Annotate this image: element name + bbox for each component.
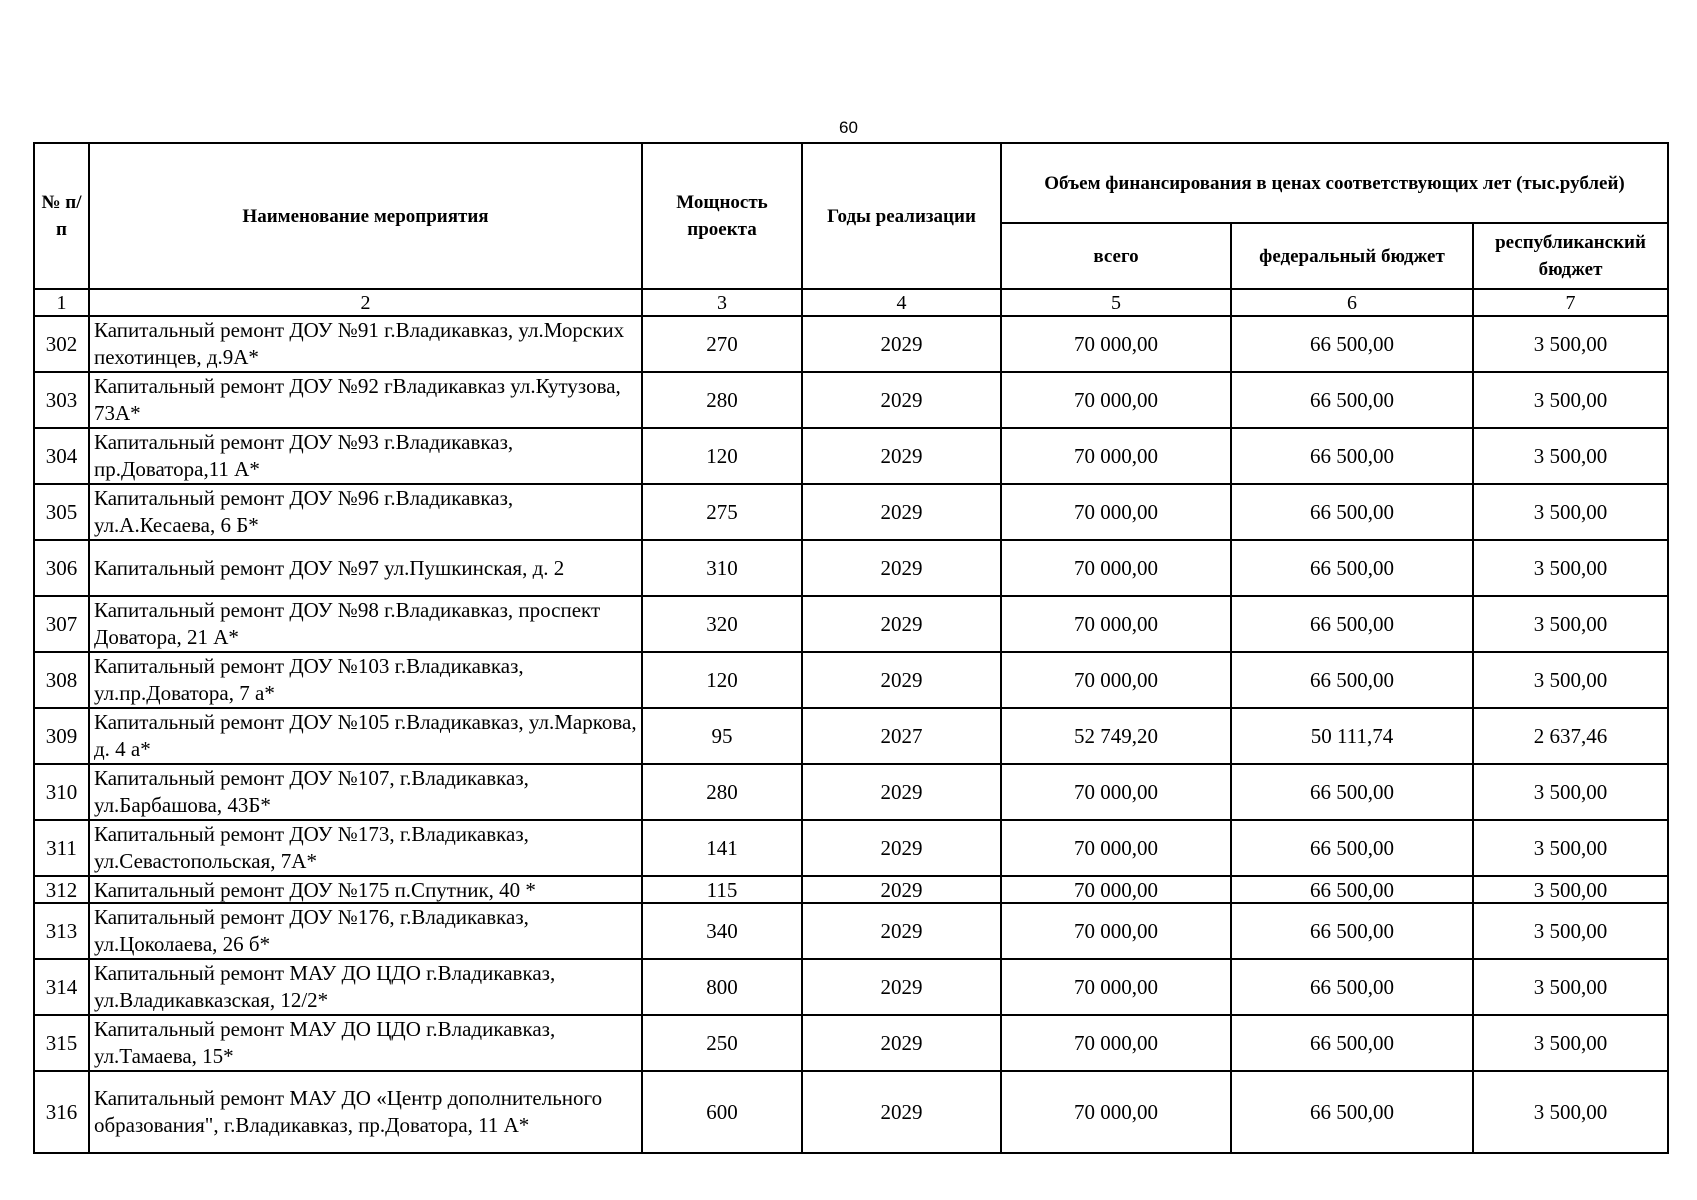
header-republic: республиканский бюджет: [1473, 223, 1668, 289]
column-number: 4: [802, 289, 1001, 316]
federal-budget-cell: 66 500,00: [1231, 764, 1473, 820]
capacity-cell: 340: [642, 903, 802, 959]
year-cell: 2029: [802, 596, 1001, 652]
year-cell: 2027: [802, 708, 1001, 764]
federal-budget-cell: 66 500,00: [1231, 596, 1473, 652]
header-years: Годы реализации: [802, 143, 1001, 289]
year-cell: 2029: [802, 764, 1001, 820]
year-cell: 2029: [802, 652, 1001, 708]
measure-name: Капитальный ремонт ДОУ №105 г.Владикавказ, ул.Маркова, д. 4 а*: [89, 708, 642, 764]
capacity-cell: 280: [642, 764, 802, 820]
federal-budget-cell: 66 500,00: [1231, 903, 1473, 959]
federal-budget-cell: 50 111,74: [1231, 708, 1473, 764]
capacity-cell: 800: [642, 959, 802, 1015]
column-number: 7: [1473, 289, 1668, 316]
republic-budget-cell: 2 637,46: [1473, 708, 1668, 764]
table-row: [34, 372, 1668, 428]
republic-budget-cell: 3 500,00: [1473, 484, 1668, 540]
table-body: [34, 316, 1668, 1153]
row-number: 314: [34, 959, 89, 1015]
year-cell: 2029: [802, 1015, 1001, 1071]
row-number: 313: [34, 903, 89, 959]
capacity-cell: 95: [642, 708, 802, 764]
federal-budget-cell: 66 500,00: [1231, 372, 1473, 428]
capacity-cell: 320: [642, 596, 802, 652]
row-number: 306: [34, 540, 89, 596]
measure-name: Капитальный ремонт МАУ ДО ЦДО г.Владикавказ, ул.Владикавказская, 12/2*: [89, 959, 642, 1015]
header-row: [34, 143, 1668, 223]
total-cell: 70 000,00: [1001, 484, 1231, 540]
federal-budget-cell: 66 500,00: [1231, 652, 1473, 708]
federal-budget-cell: 66 500,00: [1231, 959, 1473, 1015]
row-number: 309: [34, 708, 89, 764]
federal-budget-cell: 66 500,00: [1231, 876, 1473, 903]
republic-budget-cell: 3 500,00: [1473, 540, 1668, 596]
capacity-cell: 120: [642, 428, 802, 484]
total-cell: 70 000,00: [1001, 316, 1231, 372]
table-row: [34, 428, 1668, 484]
table-row: [34, 1071, 1668, 1153]
total-cell: 70 000,00: [1001, 540, 1231, 596]
republic-budget-cell: 3 500,00: [1473, 1015, 1668, 1071]
table-row: [34, 764, 1668, 820]
measure-name: Капитальный ремонт МАУ ДО ЦДО г.Владикавказ, ул.Тамаева, 15*: [89, 1015, 642, 1071]
measure-name: Капитальный ремонт ДОУ №92 гВладикавказ ул.Кутузова, 73А*: [89, 372, 642, 428]
year-cell: 2029: [802, 903, 1001, 959]
total-cell: 70 000,00: [1001, 652, 1231, 708]
row-number: 311: [34, 820, 89, 876]
table-row: [34, 876, 1668, 903]
table-row: [34, 820, 1668, 876]
measure-name: Капитальный ремонт ДОУ №97 ул.Пушкинская, д. 2: [89, 540, 642, 596]
capacity-cell: 280: [642, 372, 802, 428]
row-number: 303: [34, 372, 89, 428]
capacity-cell: 141: [642, 820, 802, 876]
header-financing: Объем финансирования в ценах соответствующих лет (тыс.рублей): [1001, 143, 1668, 223]
table-row: [34, 316, 1668, 372]
total-cell: 70 000,00: [1001, 764, 1231, 820]
republic-budget-cell: 3 500,00: [1473, 316, 1668, 372]
republic-budget-cell: 3 500,00: [1473, 764, 1668, 820]
column-number-row: [34, 289, 1668, 316]
row-number: 316: [34, 1071, 89, 1153]
republic-budget-cell: 3 500,00: [1473, 903, 1668, 959]
total-cell: 52 749,20: [1001, 708, 1231, 764]
measure-name: Капитальный ремонт ДОУ №176, г.Владикавказ, ул.Цоколаева, 26 б*: [89, 903, 642, 959]
row-number: 312: [34, 876, 89, 903]
republic-budget-cell: 3 500,00: [1473, 652, 1668, 708]
total-cell: 70 000,00: [1001, 959, 1231, 1015]
measure-name: Капитальный ремонт ДОУ №173, г.Владикавказ, ул.Севастопольская, 7А*: [89, 820, 642, 876]
federal-budget-cell: 66 500,00: [1231, 484, 1473, 540]
year-cell: 2029: [802, 540, 1001, 596]
column-number: 2: [89, 289, 642, 316]
year-cell: 2029: [802, 484, 1001, 540]
total-cell: 70 000,00: [1001, 596, 1231, 652]
republic-budget-cell: 3 500,00: [1473, 1071, 1668, 1153]
capacity-cell: 250: [642, 1015, 802, 1071]
column-number: 5: [1001, 289, 1231, 316]
year-cell: 2029: [802, 316, 1001, 372]
total-cell: 70 000,00: [1001, 1015, 1231, 1071]
row-number: 310: [34, 764, 89, 820]
table-row: [34, 540, 1668, 596]
federal-budget-cell: 66 500,00: [1231, 540, 1473, 596]
year-cell: 2029: [802, 959, 1001, 1015]
table-row: [34, 596, 1668, 652]
table-row: [34, 708, 1668, 764]
header-name: Наименование мероприятия: [89, 143, 642, 289]
measure-name: Капитальный ремонт ДОУ №96 г.Владикавказ, ул.А.Кесаева, 6 Б*: [89, 484, 642, 540]
measure-name: Капитальный ремонт ДОУ №175 п.Спутник, 40 *: [89, 876, 642, 903]
row-number: 302: [34, 316, 89, 372]
year-cell: 2029: [802, 876, 1001, 903]
republic-budget-cell: 3 500,00: [1473, 372, 1668, 428]
federal-budget-cell: 66 500,00: [1231, 1071, 1473, 1153]
year-cell: 2029: [802, 372, 1001, 428]
column-number: 3: [642, 289, 802, 316]
capacity-cell: 120: [642, 652, 802, 708]
capacity-cell: 600: [642, 1071, 802, 1153]
row-number: 307: [34, 596, 89, 652]
measure-name: Капитальный ремонт ДОУ №98 г.Владикавказ, проспект Доватора, 21 А*: [89, 596, 642, 652]
federal-budget-cell: 66 500,00: [1231, 1015, 1473, 1071]
row-number: 308: [34, 652, 89, 708]
republic-budget-cell: 3 500,00: [1473, 428, 1668, 484]
republic-budget-cell: 3 500,00: [1473, 959, 1668, 1015]
table-row: [34, 903, 1668, 959]
capacity-cell: 275: [642, 484, 802, 540]
total-cell: 70 000,00: [1001, 820, 1231, 876]
federal-budget-cell: 66 500,00: [1231, 428, 1473, 484]
table-row: [34, 652, 1668, 708]
capacity-cell: 310: [642, 540, 802, 596]
row-number: 315: [34, 1015, 89, 1071]
republic-budget-cell: 3 500,00: [1473, 876, 1668, 903]
header-total: всего: [1001, 223, 1231, 289]
republic-budget-cell: 3 500,00: [1473, 820, 1668, 876]
measure-name: Капитальный ремонт ДОУ №91 г.Владикавказ, ул.Морских пехотинцев, д.9А*: [89, 316, 642, 372]
row-number: 304: [34, 428, 89, 484]
table-row: [34, 484, 1668, 540]
column-number: 6: [1231, 289, 1473, 316]
column-number: 1: [34, 289, 89, 316]
total-cell: 70 000,00: [1001, 1071, 1231, 1153]
header-num: № п/п: [34, 143, 89, 289]
table-row: [34, 1015, 1668, 1071]
year-cell: 2029: [802, 428, 1001, 484]
capacity-cell: 270: [642, 316, 802, 372]
total-cell: 70 000,00: [1001, 876, 1231, 903]
total-cell: 70 000,00: [1001, 903, 1231, 959]
measure-name: Капитальный ремонт ДОУ №103 г.Владикавказ, ул.пр.Доватора, 7 а*: [89, 652, 642, 708]
year-cell: 2029: [802, 820, 1001, 876]
capacity-cell: 115: [642, 876, 802, 903]
measure-name: Капитальный ремонт ДОУ №93 г.Владикавказ, пр.Доватора,11 А*: [89, 428, 642, 484]
year-cell: 2029: [802, 1071, 1001, 1153]
header-federal: федеральный бюджет: [1231, 223, 1473, 289]
federal-budget-cell: 66 500,00: [1231, 820, 1473, 876]
federal-budget-cell: 66 500,00: [1231, 316, 1473, 372]
financing-table: [33, 142, 1669, 1154]
header-capacity: Мощность проекта: [642, 143, 802, 289]
measure-name: Капитальный ремонт МАУ ДО «Центр дополнительного образования", г.Владикавказ, пр.Доватора, 11 А*: [89, 1071, 642, 1153]
total-cell: 70 000,00: [1001, 372, 1231, 428]
row-number: 305: [34, 484, 89, 540]
page-number: 60: [839, 118, 858, 137]
measure-name: Капитальный ремонт ДОУ №107, г.Владикавказ, ул.Барбашова, 43Б*: [89, 764, 642, 820]
republic-budget-cell: 3 500,00: [1473, 596, 1668, 652]
total-cell: 70 000,00: [1001, 428, 1231, 484]
table-row: [34, 959, 1668, 1015]
